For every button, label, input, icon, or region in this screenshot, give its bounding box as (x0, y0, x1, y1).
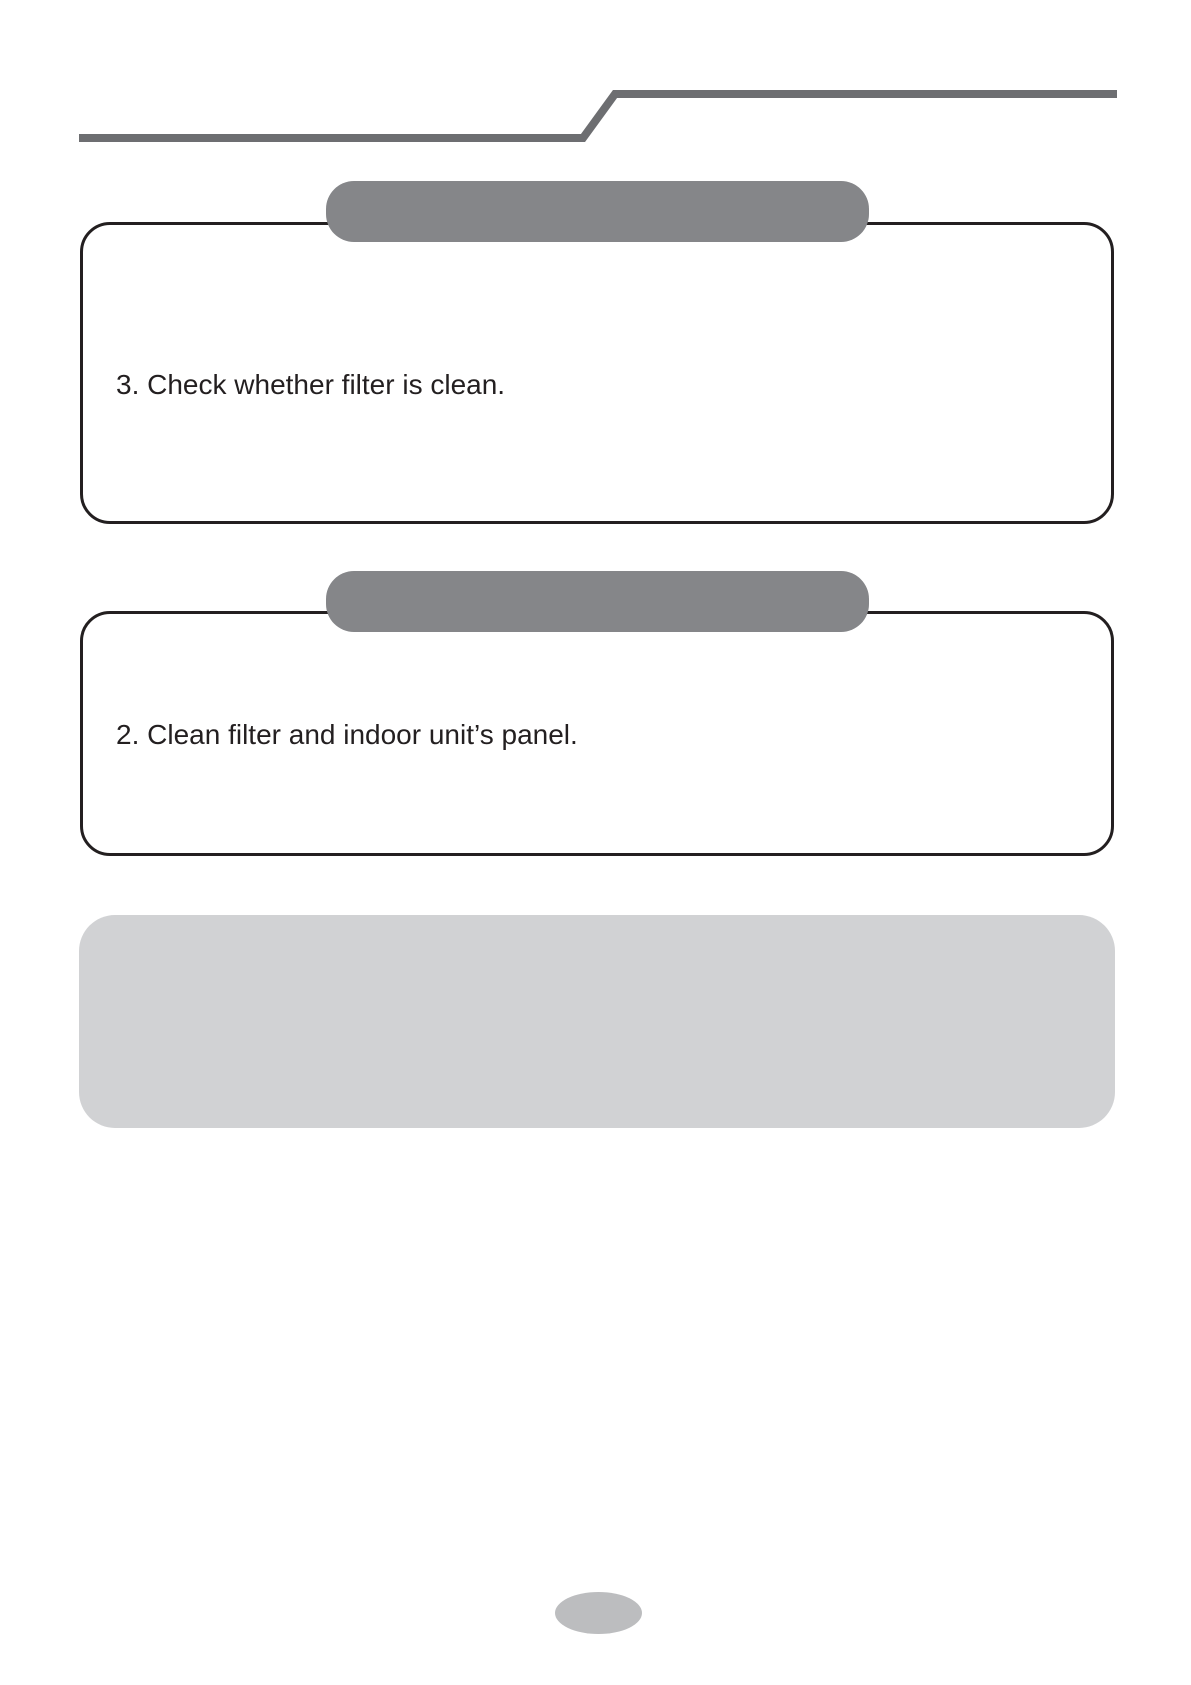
header-rule (0, 0, 1191, 160)
panel-1-step-text: 3. Check whether filter is clean. (116, 369, 506, 400)
panel-2-heading-tab (326, 571, 869, 632)
panel-1-heading-tab (326, 181, 869, 242)
panel-2-step-text: 2. Clean filter and indoor unit’s panel. (116, 719, 578, 750)
note-box (79, 915, 1115, 1128)
page-number-badge (555, 1592, 642, 1634)
